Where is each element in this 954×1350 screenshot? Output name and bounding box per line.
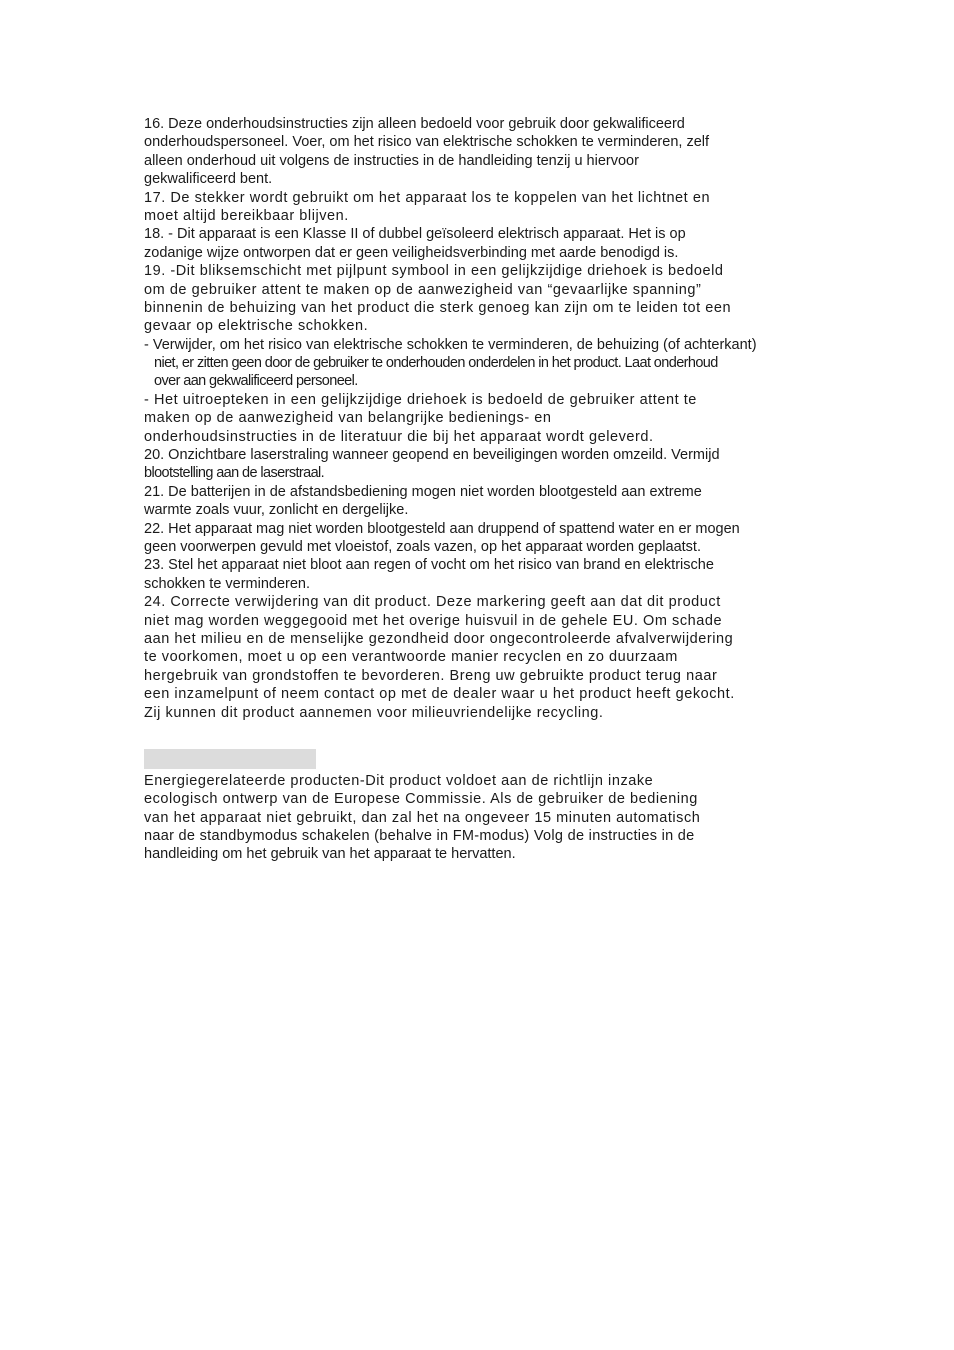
text-line: warmte zoals vuur, zonlicht en dergelijke. xyxy=(144,502,409,519)
text-line: aan het milieu en de menselijke gezondheid door ongecontroleerde afvalverwijdering xyxy=(144,630,734,647)
text-line: - Verwijder, om het risico van elektrische schokken te verminderen, de behuizing (of achterkant) xyxy=(144,336,757,353)
text-line: zodanige wijze ontworpen dat er geen veiligheidsverbinding met aarde benodigd is. xyxy=(144,244,679,261)
text-line: blootstelling aan de laserstraal. xyxy=(144,465,325,482)
text-line: om de gebruiker attent te maken op de aanwezigheid van “gevaarlijke spanning” xyxy=(144,281,702,298)
section-header-bar xyxy=(144,749,316,769)
text-line: binnenin de behuizing van het product die sterk genoeg kan zijn om te leiden tot een xyxy=(144,299,732,316)
text-line: Energiegerelateerde producten-Dit product voldoet aan de richtlijn inzake xyxy=(144,772,654,789)
text-line: niet mag worden weggegooid met het overige huisvuil in de gehele EU. Om schade xyxy=(144,612,723,629)
text-line: alleen onderhoud uit volgens de instructies in de handleiding tenzij u hiervoor xyxy=(144,152,639,169)
text-line: maken op de aanwezigheid van belangrijke bedienings- en xyxy=(144,410,552,427)
text-line: naar de standbymodus schakelen (behalve in FM-modus) Volg de instructies in de xyxy=(144,828,695,845)
safety-instructions-list xyxy=(144,115,814,722)
text-line: schokken te verminderen. xyxy=(144,575,311,592)
text-line: 16. Deze onderhoudsinstructies zijn alleen bedoeld voor gebruik door gekwalificeerd xyxy=(144,116,685,132)
text-line: gekwalificeerd bent. xyxy=(144,171,273,188)
text-line: over aan gekwalificeerd personeel. xyxy=(154,373,358,390)
text-line: niet, er zitten geen door de gebruiker te onderhouden onderdelen in het product. Laat onderhoud xyxy=(154,355,718,372)
text-line: gevaar op elektrische schokken. xyxy=(144,318,369,335)
text-line: onderhoudsinstructies in de literatuur die bij het apparaat wordt geleverd. xyxy=(144,428,654,445)
text-line: 23. Stel het apparaat niet bloot aan regen of vocht om het risico van brand en elektrische xyxy=(144,557,714,574)
text-line: 17. De stekker wordt gebruikt om het apparaat los te koppelen van het lichtnet en xyxy=(144,189,711,206)
text-line: 19. -Dit bliksemschicht met pijlpunt symbool in een gelijkzijdige driehoek is bedoeld xyxy=(144,263,724,280)
text-line: geen voorwerpen gevuld met vloeistof, zoals vazen, op het apparaat worden geplaatst. xyxy=(144,538,701,555)
text-line: een inzamelpunt of neem contact op met de dealer waar u het product heeft gekocht. xyxy=(144,686,735,703)
text-line: 20. Onzichtbare laserstraling wanneer geopend en beveiligingen worden omzeild. Vermijd xyxy=(144,447,720,464)
text-line: 18. - Dit apparaat is een Klasse II of dubbel geïsoleerd elektrisch apparaat. Het is op xyxy=(144,226,686,243)
text-line: 21. De batterijen in de afstandsbediening mogen niet worden blootgesteld aan extreme xyxy=(144,483,702,500)
document-page xyxy=(144,115,814,864)
text-line: moet altijd bereikbaar blijven. xyxy=(144,207,349,224)
text-line: onderhoudspersoneel. Voer, om het risico van elektrische schokken te verminderen, zelf xyxy=(144,134,710,151)
text-line: - Het uitroepteken in een gelijkzijdige driehoek is bedoeld de gebruiker attent te xyxy=(144,391,697,408)
text-line: 24. Correcte verwijdering van dit product. Deze markering geeft aan dat dit product xyxy=(144,594,721,611)
text-line: hergebruik van grondstoffen te bevorderen. Breng uw gebruikte product terug naar xyxy=(144,667,718,684)
erp-section xyxy=(144,772,814,864)
text-line: 22. Het apparaat mag niet worden blootgesteld aan druppend of spattend water en er mogen xyxy=(144,520,740,537)
text-line: van het apparaat niet gebruikt, dan zal het na ongeveer 15 minuten automatisch xyxy=(144,809,701,826)
text-line: handleiding om het gebruik van het apparaat te hervatten. xyxy=(144,846,516,863)
text-line: ecologisch ontwerp van de Europese Commissie. Als de gebruiker de bediening xyxy=(144,791,698,808)
text-line: Zij kunnen dit product aannemen voor milieuvriendelijke recycling. xyxy=(144,704,604,721)
text-line: te voorkomen, moet u op een verantwoorde manier recyclen en zo duurzaam xyxy=(144,649,678,666)
